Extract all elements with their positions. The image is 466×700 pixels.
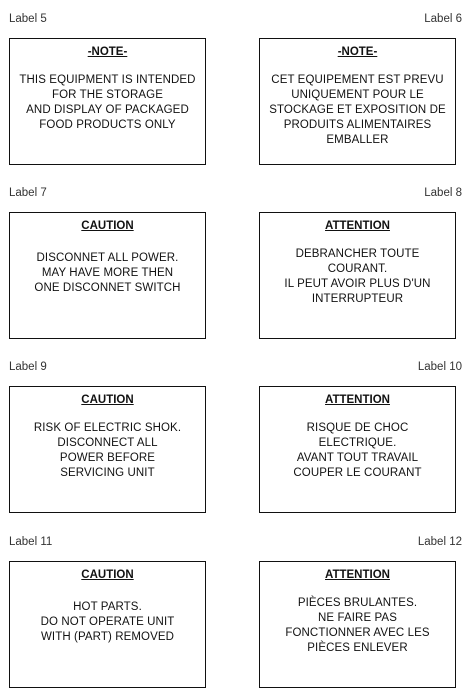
label-text-line: MAY HAVE MORE THEN xyxy=(41,267,174,279)
label-text-line: UNIQUEMENT POUR LE xyxy=(291,89,424,101)
label-box xyxy=(259,38,456,165)
label-text xyxy=(264,73,451,148)
label-heading: ATTENTION xyxy=(325,394,390,406)
label-number: Label 7 xyxy=(9,187,47,199)
label-text-line: AND DISPLAY OF PACKAGED xyxy=(26,104,189,116)
label-cell xyxy=(256,360,462,513)
label-text xyxy=(264,421,451,481)
label-box xyxy=(9,386,206,513)
label-box xyxy=(259,561,456,688)
label-text xyxy=(264,247,451,307)
label-text xyxy=(264,596,451,656)
label-number: Label 8 xyxy=(424,187,462,199)
label-text xyxy=(14,421,201,481)
label-text-line: ELECTRIQUE. xyxy=(318,437,397,449)
label-text-line: WITH (PART) REMOVED xyxy=(40,631,175,643)
label-text-line: FONCTIONNER AVEC LES xyxy=(285,627,430,639)
label-number: Label 12 xyxy=(417,536,462,548)
label-box xyxy=(9,561,206,688)
label-text-line: PRODUITS ALIMENTAIRES xyxy=(283,119,432,131)
label-cell xyxy=(256,12,462,165)
label-cell xyxy=(256,535,462,688)
label-text-line: PIÈCES BRULANTES. xyxy=(297,597,418,609)
label-text xyxy=(14,73,201,133)
label-text-line: INTERRUPTEUR xyxy=(311,293,404,305)
label-text-line: ONE DISCONNET SWITCH xyxy=(34,282,181,294)
label-text-line: CET EQUIPEMENT EST PREVU xyxy=(271,74,444,86)
label-cell xyxy=(9,360,215,513)
label-text xyxy=(14,600,201,645)
label-text-line: FOOD PRODUCTS ONLY xyxy=(39,119,176,131)
label-number: Label 11 xyxy=(9,536,53,548)
label-text-line: DO NOT OPERATE UNIT xyxy=(40,616,175,628)
label-cell xyxy=(9,12,215,165)
label-number: Label 9 xyxy=(9,361,47,373)
label-text-line: SERVICING UNIT xyxy=(60,467,155,479)
label-text-line: PIÈCES ENLEVER xyxy=(307,642,408,654)
label-heading: ATTENTION xyxy=(325,220,390,232)
label-text-line: STOCKAGE ET EXPOSITION DE xyxy=(269,104,446,116)
label-box xyxy=(259,212,456,339)
label-heading: ATTENTION xyxy=(325,569,390,581)
label-text-line: AVANT TOUT TRAVAIL xyxy=(296,452,419,464)
label-number: Label 5 xyxy=(9,13,47,25)
label-box xyxy=(259,386,456,513)
label-heading: -NOTE- xyxy=(337,46,378,58)
label-text-line: DISCONNET ALL POWER. xyxy=(36,252,179,264)
label-heading: CAUTION xyxy=(81,220,134,232)
label-box xyxy=(9,212,206,339)
label-text-line: DISCONNECT ALL xyxy=(57,437,158,449)
label-text-line: RISK OF ELECTRIC SHOK. xyxy=(33,422,182,434)
label-cell xyxy=(256,186,462,339)
label-heading: -NOTE- xyxy=(87,46,128,58)
label-text-line: EMBALLER xyxy=(326,134,389,146)
label-text-line: COURANT. xyxy=(327,263,388,275)
label-text-line: FOR THE STORAGE xyxy=(52,89,163,101)
label-text-line: COUPER LE COURANT xyxy=(293,467,422,479)
label-text-line: POWER BEFORE xyxy=(59,452,156,464)
label-text-line: HOT PARTS. xyxy=(73,601,142,613)
label-cell xyxy=(9,535,215,688)
label-text-line: RISQUE DE CHOC xyxy=(306,422,409,434)
label-number: Label 6 xyxy=(424,13,462,25)
label-cell xyxy=(9,186,215,339)
label-text-line: NE FAIRE PAS xyxy=(318,612,397,624)
label-heading: CAUTION xyxy=(81,569,134,581)
label-text xyxy=(14,251,201,296)
label-text-line: DEBRANCHER TOUTE xyxy=(295,248,420,260)
label-box xyxy=(9,38,206,165)
label-number: Label 10 xyxy=(417,361,462,373)
label-text-line: THIS EQUIPMENT IS INTENDED xyxy=(19,74,196,86)
label-text-line: IL PEUT AVOIR PLUS D'UN xyxy=(284,278,431,290)
label-heading: CAUTION xyxy=(81,394,134,406)
